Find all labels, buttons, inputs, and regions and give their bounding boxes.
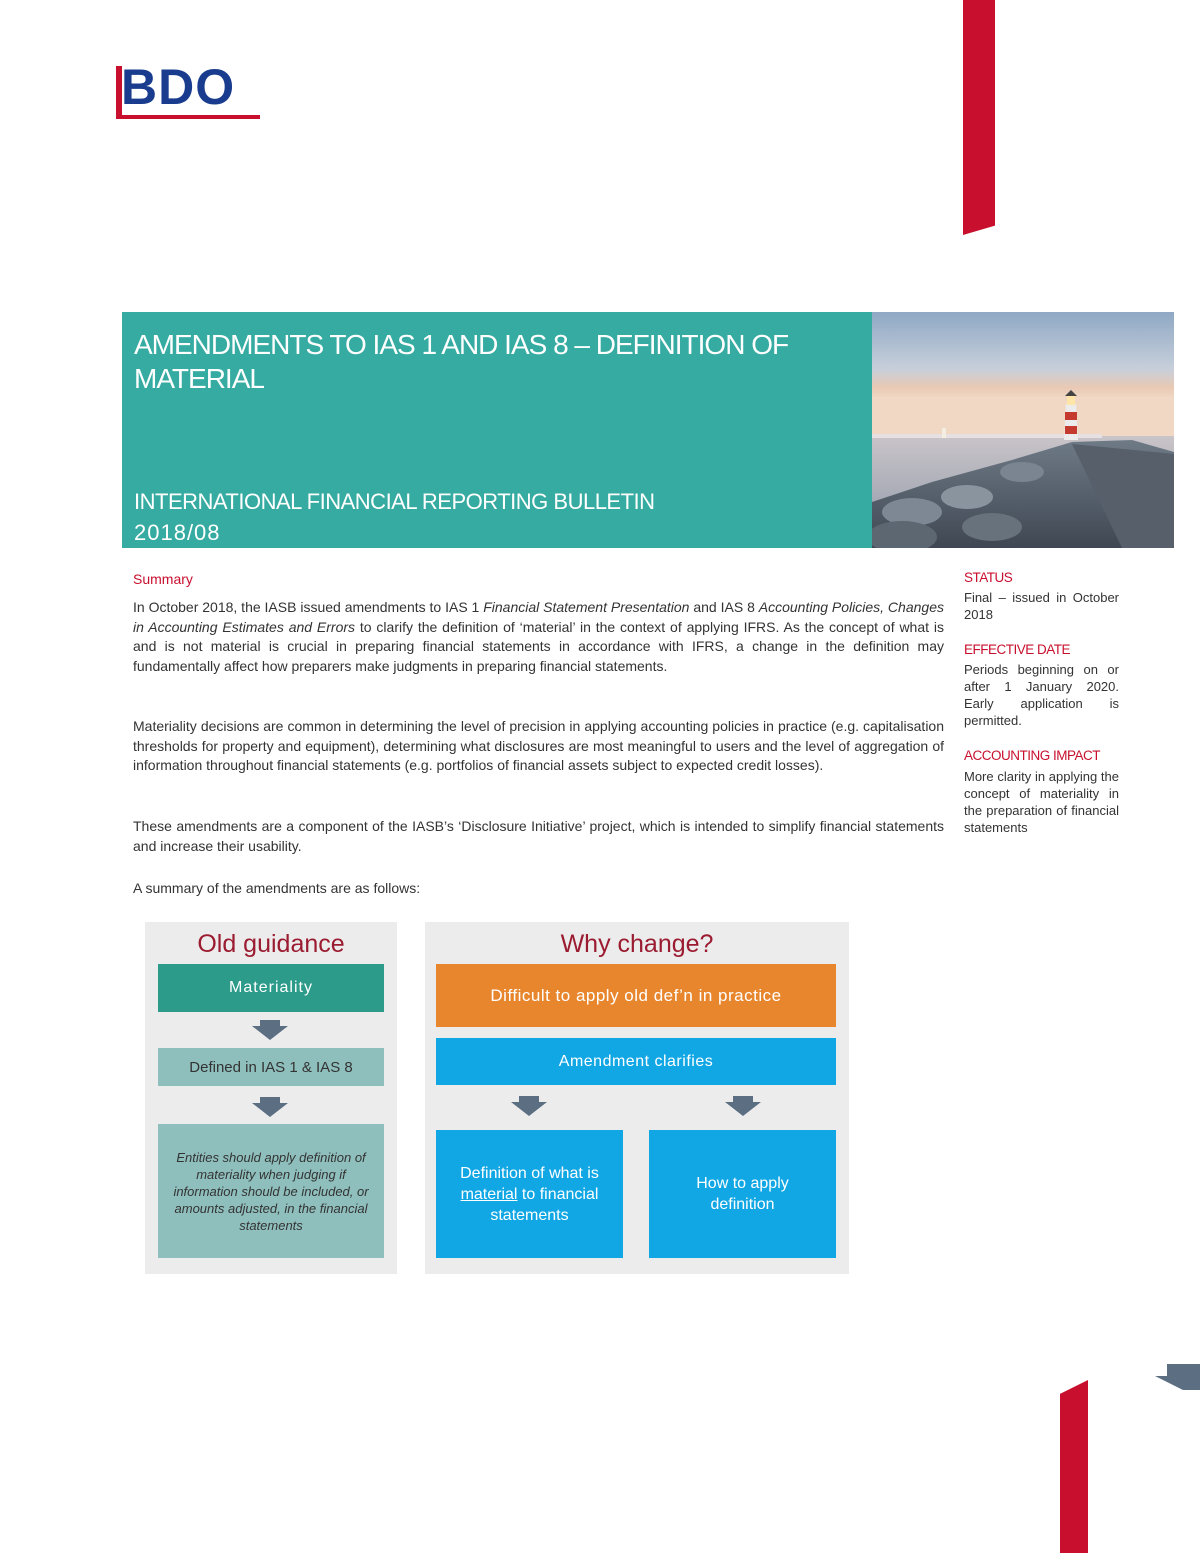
accounting-impact-label: ACCOUNTING IMPACT xyxy=(964,748,1100,763)
effective-date-label: EFFECTIVE DATE xyxy=(964,642,1071,657)
accounting-impact-value: More clarity in applying the concept of materiality in the preparation of financial statements xyxy=(964,769,1119,835)
how-to-apply-box: How to apply definition xyxy=(649,1130,836,1258)
summary-paragraph-1 xyxy=(133,598,944,676)
defined-in-ias-box: Defined in IAS 1 & IAS 8 xyxy=(158,1048,384,1086)
bulletin-subtitle: INTERNATIONAL FINANCIAL REPORTING BULLETIN xyxy=(134,489,655,514)
next-page-arrow-icon xyxy=(1155,1364,1200,1390)
definition-text-1: Definition of what is xyxy=(460,1164,599,1182)
entities-guidance-box: Entities should apply definition of materiality when judging if information should be included, or amounts adjusted, in the financial statements xyxy=(158,1124,384,1258)
p1-text-1: In October 2018, the IASB issued amendments to IAS 1 xyxy=(133,599,484,615)
bulletin-number: 2018/08 xyxy=(134,520,221,545)
red-accent-bar-top xyxy=(963,0,995,235)
down-arrow-icon xyxy=(252,1097,288,1117)
down-arrow-icon xyxy=(725,1096,761,1116)
bdo-logo xyxy=(116,59,262,120)
down-arrow-icon xyxy=(511,1096,547,1116)
difficult-to-apply-box: Difficult to apply old def’n in practice xyxy=(436,964,836,1027)
logo-text: BDO xyxy=(121,59,236,115)
materiality-box: Materiality xyxy=(158,964,384,1012)
p1-ias1-title: Financial Statement Presentation xyxy=(483,599,690,615)
effective-date-value: Periods beginning on or after 1 January 2020. Early application is permitted. xyxy=(964,662,1119,728)
status-value: Final – issued in October 2018 xyxy=(964,590,1119,622)
summary-paragraph-3: These amendments are a component of the IASB’s ‘Disclosure Initiative’ project, which is intended to simplify financial statements and increase their usability. xyxy=(133,818,944,854)
summary-paragraph-4: A summary of the amendments are as follows: xyxy=(133,880,421,896)
old-guidance-title: Old guidance xyxy=(197,930,345,958)
logo-underline xyxy=(116,115,260,119)
definition-text-2: to financial statements xyxy=(490,1185,599,1224)
definition-of-material-text xyxy=(446,1163,613,1226)
red-accent-bar-bottom xyxy=(1060,1380,1088,1553)
summary-heading: Summary xyxy=(133,571,193,587)
why-change-title: Why change? xyxy=(560,930,714,958)
p1-ias8-title: Accounting Policies, Changes in Accounting Estimates and Errors xyxy=(133,599,944,635)
summary-paragraph-2: Materiality decisions are common in determining the level of precision in applying accounting policies in practice (e.g. capitalisation thresholds for property and equipment), determining what disclosures are most meaningful to users and the level of aggregation of information throughout financial statements (e.g. portfolios of financial assets subject to expected credit losses). xyxy=(133,718,944,773)
p1-text-3: to clarify the definition of ‘material’ in the context of applying IFRS. As the concept of what is and is not material is crucial in preparing financial statements in accordance with IFRS, a change in the definition may fundamentally affect how preparers make judgments in preparing financial statements. xyxy=(133,618,944,674)
lighthouse-photo xyxy=(872,312,1174,548)
status-label: STATUS xyxy=(964,570,1013,585)
amendment-clarifies-box: Amendment clarifies xyxy=(436,1038,836,1085)
definition-of-material-box xyxy=(436,1130,623,1258)
page-title: AMENDMENTS TO IAS 1 AND IAS 8 – DEFINITION OF MATERIAL xyxy=(134,329,789,394)
p1-text-2: and IAS 8 xyxy=(689,599,759,615)
down-arrow-icon xyxy=(252,1020,288,1040)
material-underlined: material xyxy=(460,1185,518,1203)
title-banner xyxy=(122,312,872,548)
